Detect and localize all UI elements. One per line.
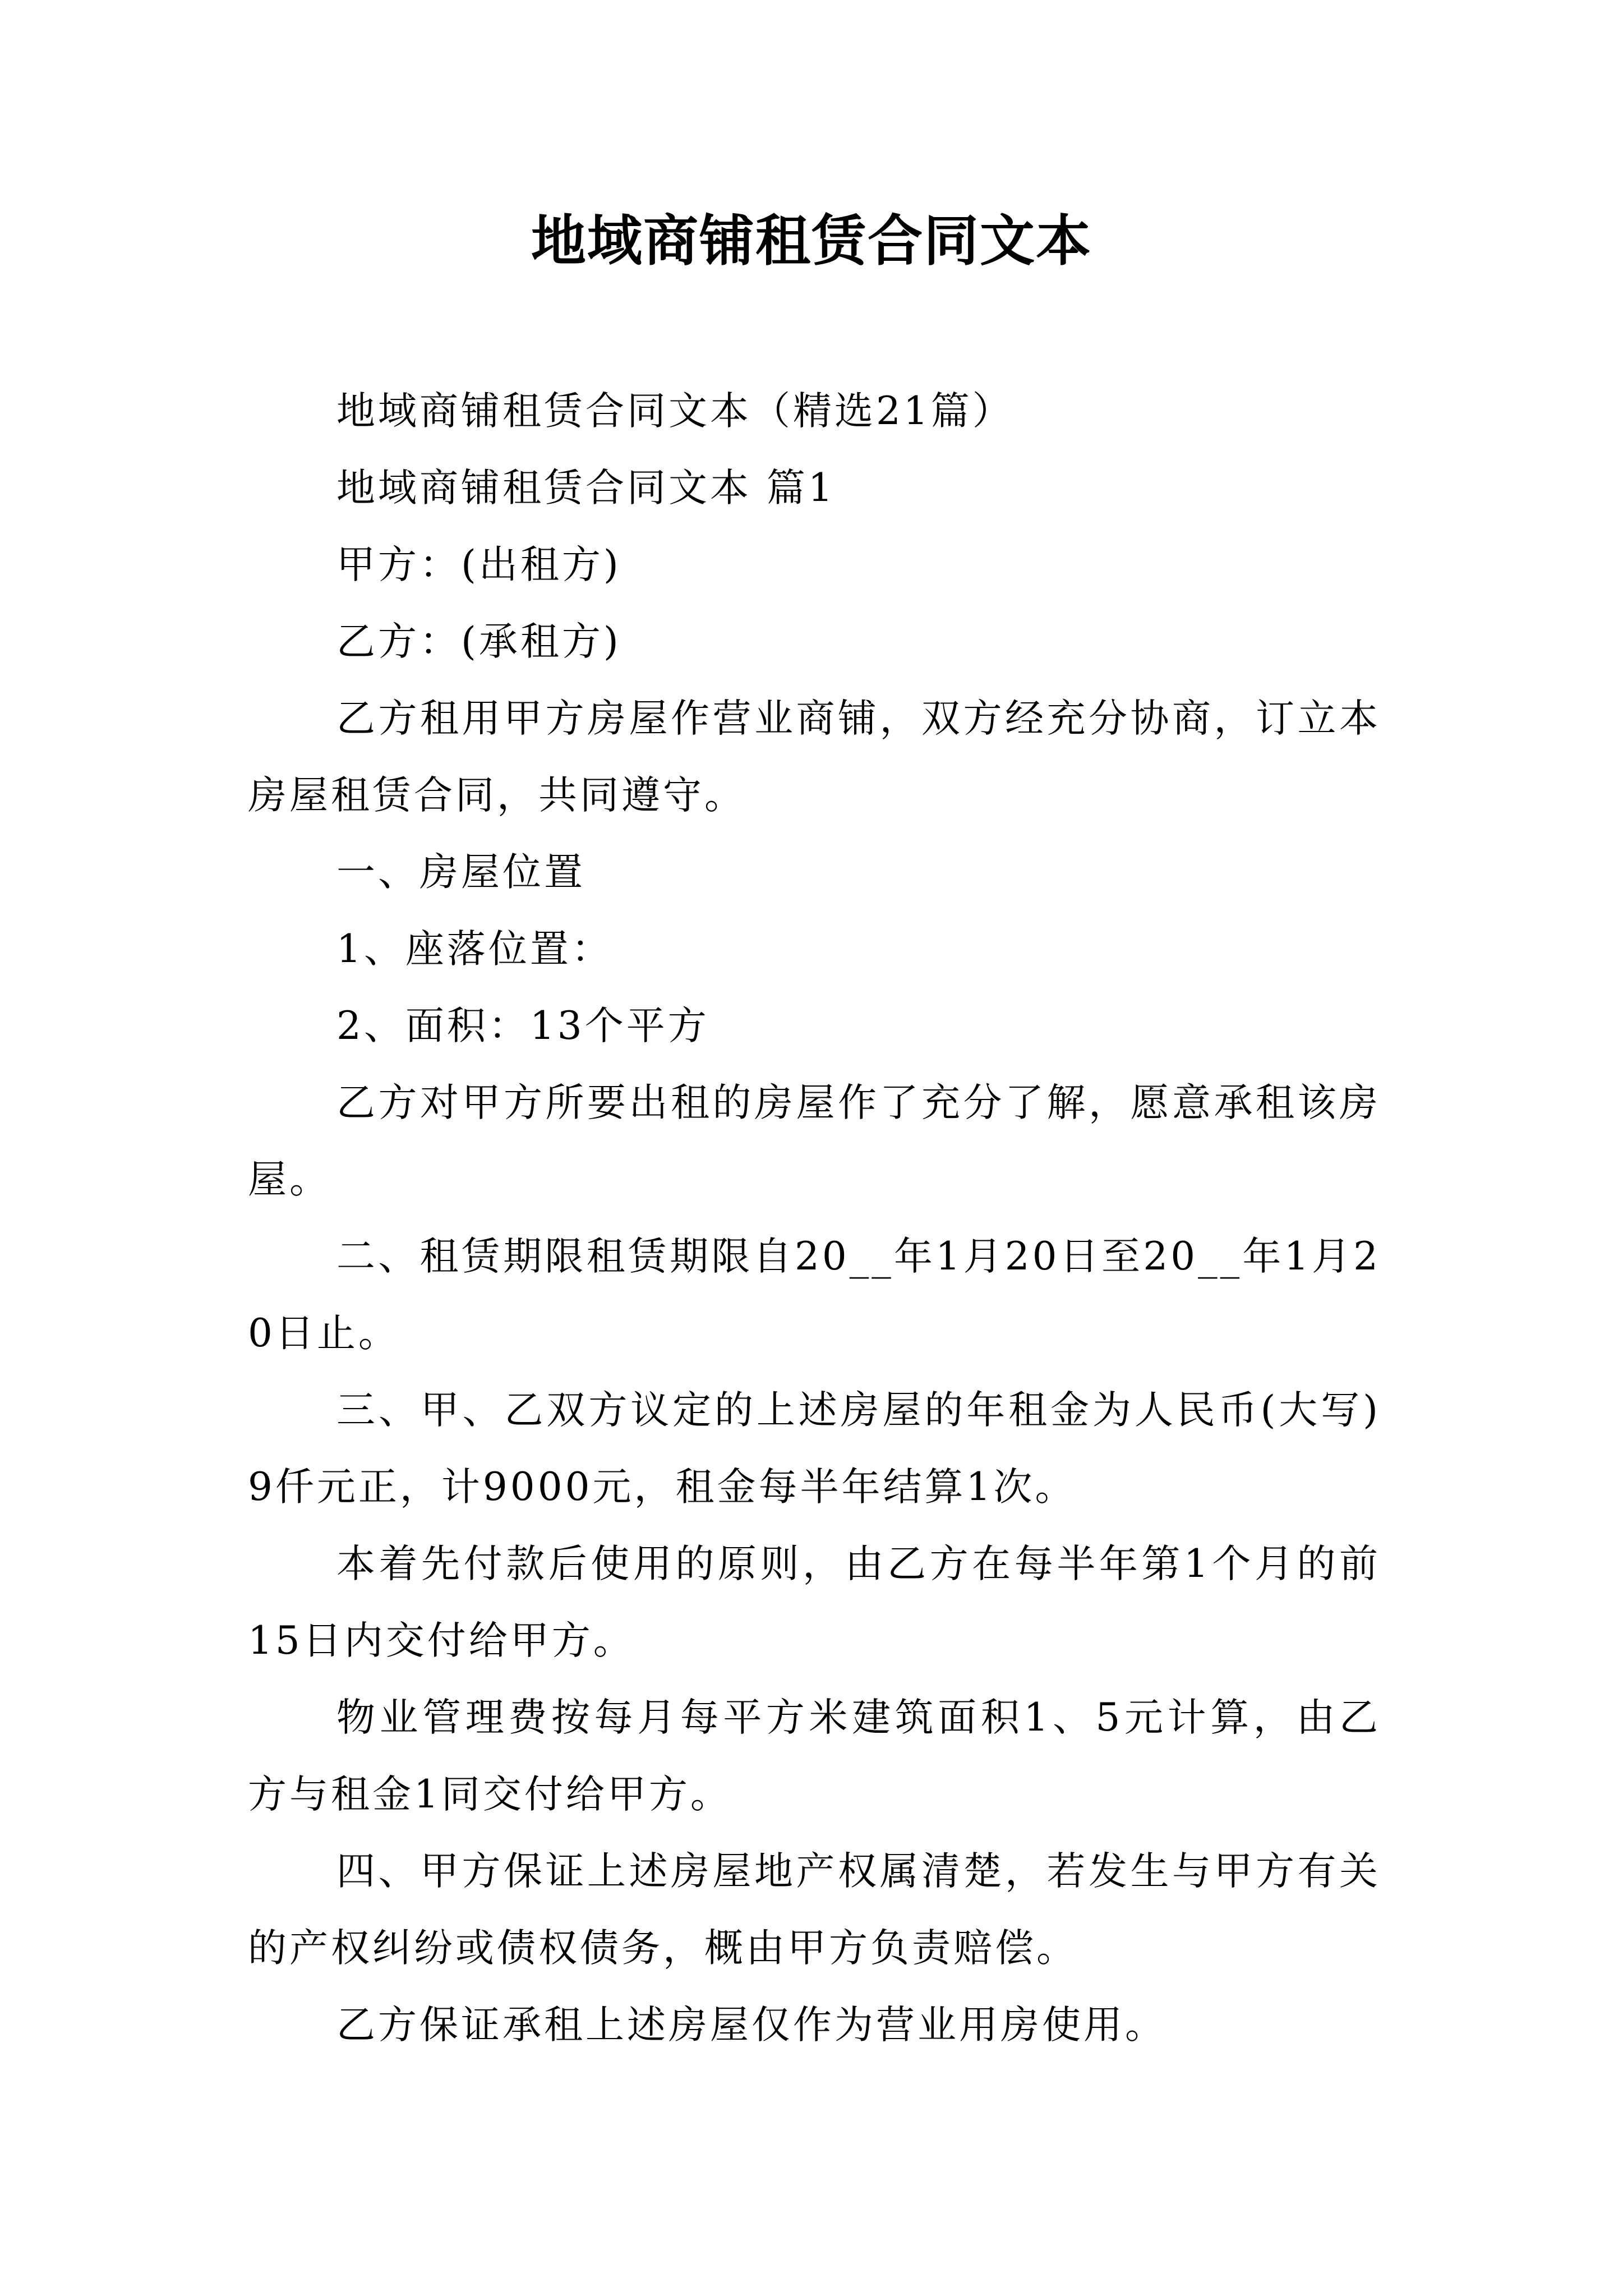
paragraph-clause-4-guarantee: 四、甲方保证上述房屋地产权属清楚，若发生与甲方有关的产权纠纷或债权债务，概由甲方负责赔偿。 — [248, 1849, 1381, 1971]
paragraph-understanding: 乙方对甲方所要出租的房屋作了充分了解，愿意承租该房屋。 — [248, 1080, 1381, 1202]
paragraph-usage: 乙方保证承租上述房屋仅作为营业用房使用。 — [336, 2003, 1166, 2047]
paragraph-area: 2、面积：13个平方 — [336, 1004, 709, 1048]
paragraph-property-fee: 物业管理费按每月每平方米建筑面积1、5元计算，由乙方与租金1同交付给甲方。 — [248, 1695, 1381, 1817]
paragraph-party-a: 甲方：(出租方) — [336, 542, 621, 587]
paragraph-clause-2-term: 二、租赁期限租赁期限自20__年1月20日至20__年1月20日止。 — [248, 1234, 1381, 1356]
paragraph-payment: 本着先付款后使用的原则，由乙方在每半年第1个月的前15日内交付给甲方。 — [248, 1542, 1381, 1663]
paragraph-section-heading: 地域商铺租赁合同文本 篇1 — [336, 466, 836, 510]
paragraph-party-b: 乙方：(承租方) — [336, 619, 621, 664]
paragraph-subtitle: 地域商铺租赁合同文本（精选21篇） — [336, 389, 1014, 434]
paragraph-intro: 乙方租用甲方房屋作营业商铺，双方经充分协商，订立本房屋租赁合同，共同遵守。 — [248, 696, 1381, 818]
document-body — [248, 373, 1381, 2064]
paragraph-location: 1、座落位置： — [336, 927, 613, 972]
paragraph-clause-3-rent: 三、甲、乙双方议定的上述房屋的年租金为人民币(大写)9仟元正，计9000元，租金每半年结算1次。 — [248, 1388, 1381, 1510]
paragraph-clause-1-heading: 一、房屋位置 — [336, 850, 585, 895]
document-title: 地域商铺租赁合同文本 — [531, 209, 1092, 273]
